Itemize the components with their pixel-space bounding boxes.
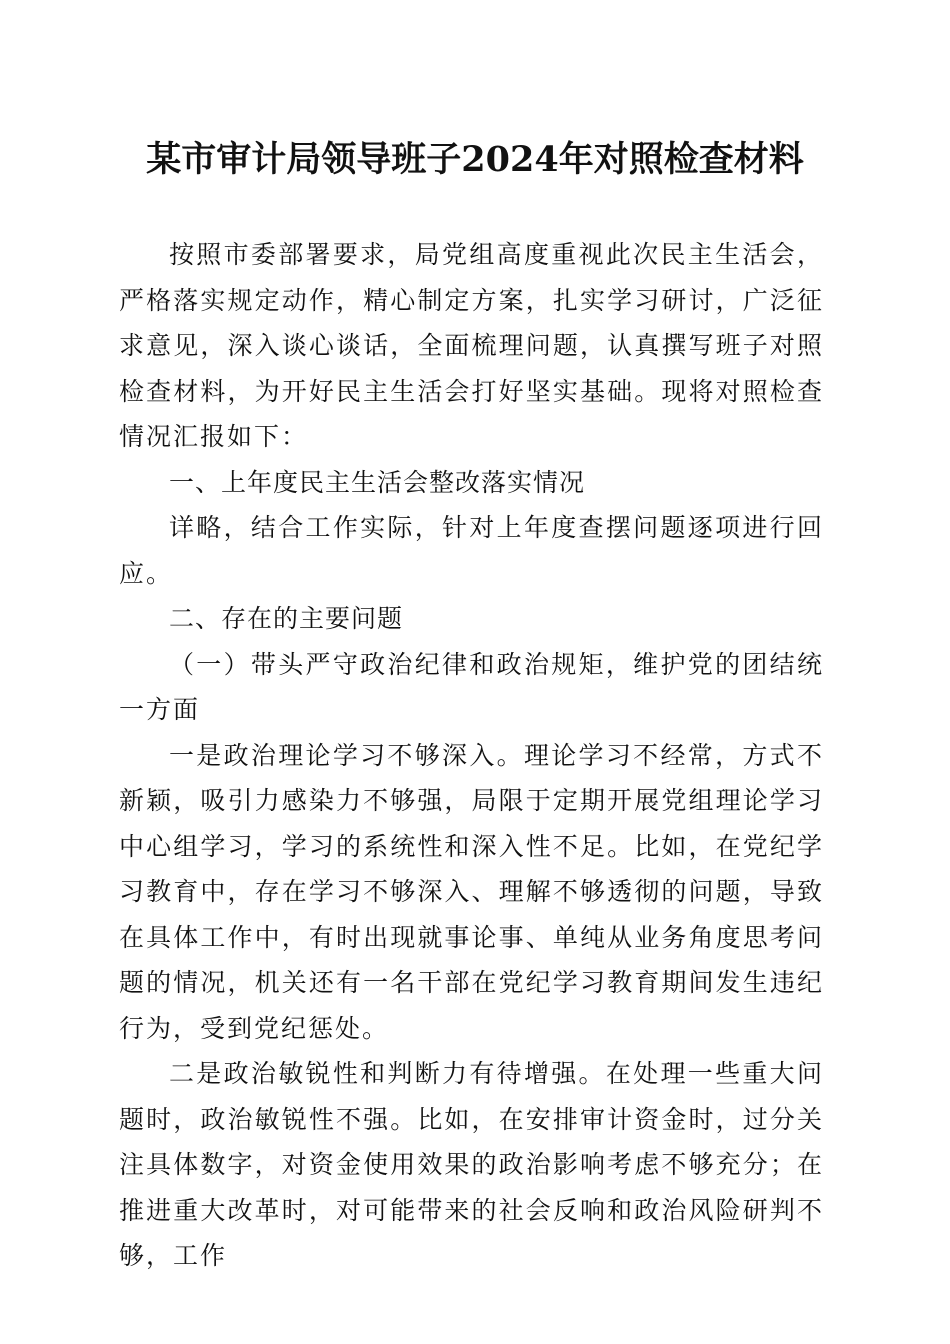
section-1-heading: 一、上年度民主生活会整改落实情况 bbox=[169, 467, 586, 497]
point-1-paragraph bbox=[119, 733, 824, 1052]
point-1-text: 理论学习不经常，方式不新颖，吸引力感染力不够强，局限于定期开展党组理论学习中心组学习，学习的系统性和深入性不足。比如，在党纪学习教育中，存在学习不够深入、理解不够透彻的问题，导致在具体工作中，有时出现就事论事、单纯从业务角度思考问题的情况，机关还有一名干部在党纪学习教育期间发生违纪行为，受到党纪惩处。 bbox=[119, 740, 824, 1043]
subsection-1-heading: （一）带头严守政治纪律和政治规矩，维护党的团结统一方面 bbox=[119, 649, 824, 724]
point-2-paragraph bbox=[119, 1051, 824, 1279]
document-body bbox=[119, 232, 824, 1279]
point-2-text: 在处理一些重大问题时，政治敏锐性不强。比如，在安排审计资金时，过分关注具体数字，对资金使用效果的政治影响考虑不够充分；在推进重大改革时，对可能带来的社会反响和政治风险研判不够，工作 bbox=[119, 1059, 824, 1270]
section-1-paragraph: 详略，结合工作实际，针对上年度查摆问题逐项进行回应。 bbox=[119, 513, 824, 588]
intro-paragraph: 按照市委部署要求，局党组高度重视此次民主生活会，严格落实规定动作，精心制定方案，扎实学习研讨，广泛征求意见，深入谈心谈话，全面梳理问题，认真撰写班子对照检查材料，为开好民主生活会打好坚实基础。现将对照检查情况汇报如下： bbox=[119, 240, 824, 451]
section-2-heading: 二、存在的主要问题 bbox=[169, 604, 404, 633]
point-2-lead: 二是政治敏锐性和判断力有待增强。 bbox=[169, 1059, 606, 1088]
point-1-lead: 一是政治理论学习不够深入。 bbox=[169, 740, 524, 770]
document-title: 某市审计局领导班子2024年对照检查材料 bbox=[146, 139, 804, 180]
